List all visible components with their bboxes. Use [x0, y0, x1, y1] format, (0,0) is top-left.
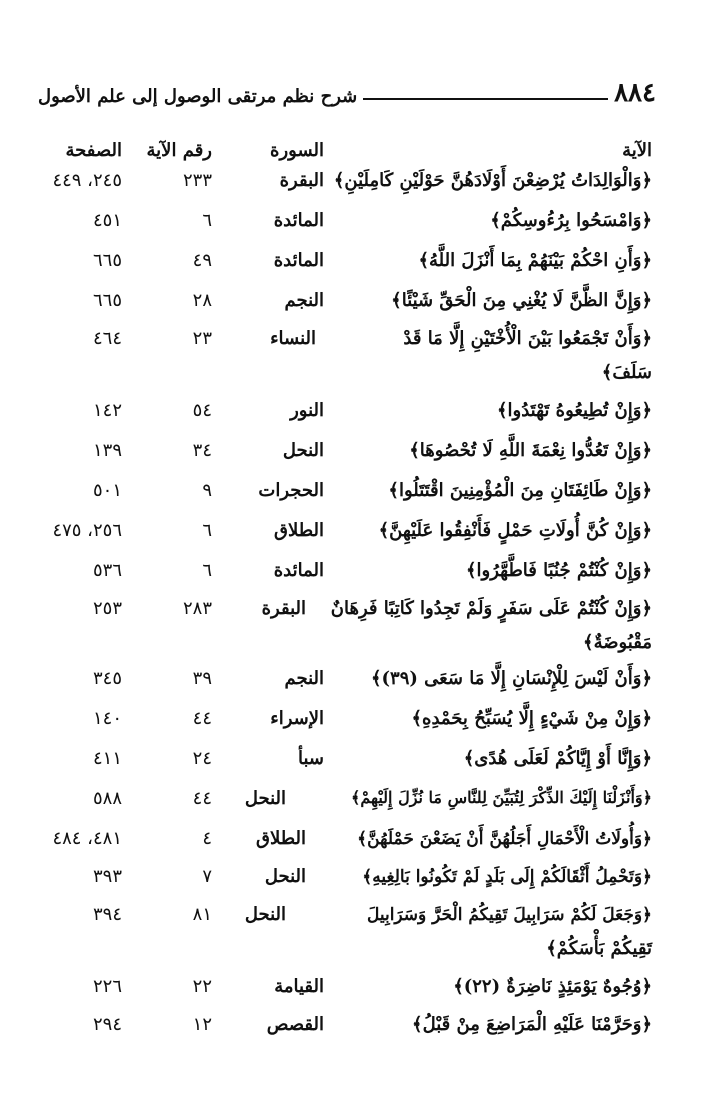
table-row [40, 976, 652, 1014]
verse-number: ٦ [202, 210, 212, 231]
verse-text: ﴿وَإِنْ طَائِفَتَانِ مِنَ الْمُؤْمِنِينَ اقْتَتَلُوا﴾ [388, 480, 652, 501]
page-refs: ٣٤٥ [92, 668, 122, 689]
verse-number: ١٢ [192, 1014, 212, 1035]
column-header-verse-number: رقم الآية [146, 140, 212, 161]
table-row [40, 480, 652, 520]
verse-text: ﴿وَإِنَّا أَوْ إِيَّاكُمْ لَعَلَى هُدًى﴾ [463, 748, 652, 769]
verse-text: ﴿وَحَرَّمْنَا عَلَيْهِ الْمَرَاضِعَ مِنْ قَبْلُ﴾ [412, 1014, 652, 1035]
table-row [40, 904, 652, 976]
page-refs: ٢٢٦ [92, 976, 122, 997]
verse-number: ٢٨ [192, 290, 212, 311]
book-title: شرح نظم مرتقى الوصول إلى علم الأصول [38, 86, 358, 107]
surah-name: النجم [284, 290, 324, 311]
page-refs: ٣٩٣ [92, 866, 122, 887]
surah-name: النحل [244, 788, 286, 809]
table-row [40, 708, 652, 748]
table-row [40, 560, 652, 598]
surah-name: الطلاق [274, 520, 324, 541]
column-header-surah: السورة [270, 140, 324, 161]
verse-text: ﴿وَإِنْ كُنْتُمْ عَلَى سَفَرٍ وَلَمْ تَجِدُوا كَاتِبًا فَرِهَانٌ [330, 598, 652, 619]
page-refs: ٤١١ [92, 748, 122, 769]
verse-text: ﴿وَجَعَلَ لَكُمْ سَرَابِيلَ تَقِيكُمُ الْحَرَّ وَسَرَابِيلَ [366, 905, 652, 925]
verse-number: ٣٩ [192, 668, 212, 689]
verse-number: ٢٤ [192, 748, 212, 769]
verse-index-table [40, 170, 652, 1054]
table-row [40, 1014, 652, 1054]
table-row [40, 668, 652, 708]
table-row [40, 788, 652, 828]
verse-text: ﴿وَأَنْ تَجْمَعُوا بَيْنَ الْأُخْتَيْنِ إِلَّا مَا قَدْ [403, 328, 652, 349]
table-row [40, 828, 652, 866]
verse-number: ٤٩ [192, 250, 212, 271]
surah-name: القصص [266, 1014, 324, 1035]
page-refs: ٤٦٤ [92, 328, 122, 349]
surah-name: النحل [244, 904, 286, 925]
surah-name: البقرة [261, 598, 306, 619]
surah-name: النحل [282, 440, 324, 461]
surah-name: الطلاق [256, 828, 306, 849]
verse-text: ﴿وَإِنْ كُنَّ أُولَاتِ حَمْلٍ فَأَنْفِقُوا عَلَيْهِنَّ﴾ [378, 520, 652, 541]
surah-name: النجم [284, 668, 324, 689]
column-headers [40, 140, 652, 168]
table-row [40, 598, 652, 668]
page-refs: ٥٨٨ [92, 788, 122, 809]
table-row [40, 170, 652, 210]
verse-text: ﴿وَالْوَالِدَاتُ يُرْضِعْنَ أَوْلَادَهُنَّ حَوْلَيْنِ كَامِلَيْنِ﴾ [333, 170, 652, 191]
verse-number: ٦ [202, 520, 212, 541]
page-refs: ٥٣٦ [92, 560, 122, 581]
verse-text: ﴿وَإِنَّ الظَّنَّ لَا يُغْنِي مِنَ الْحَقِّ شَيْئًا﴾ [391, 290, 652, 311]
verse-number: ٩ [202, 480, 212, 501]
verse-text: ﴿وَامْسَحُوا بِرُءُوسِكُمْ﴾ [490, 210, 652, 231]
table-row [40, 328, 652, 400]
verse-text: ﴿وَإِنْ كُنْتُمْ جُنُبًا فَاطَّهَّرُوا﴾ [465, 560, 652, 581]
surah-name: الإسراء [270, 708, 324, 729]
surah-name: المائدة [273, 210, 324, 231]
page-refs: ٣٩٤ [92, 904, 122, 925]
page-refs: ٤٥١ [92, 210, 122, 231]
page-refs: ١٣٩ [92, 440, 122, 461]
verse-number: ٢٨٣ [182, 598, 212, 619]
table-row [40, 250, 652, 290]
verse-number: ٣٤ [192, 440, 212, 461]
table-row [40, 866, 652, 904]
verse-number: ٥٤ [192, 400, 212, 421]
verse-number: ٢٢ [192, 976, 212, 997]
table-row [40, 290, 652, 328]
surah-name: النحل [264, 866, 306, 887]
verse-number: ٢٣ [192, 328, 212, 349]
verse-number: ٤٤ [192, 708, 212, 729]
table-row [40, 748, 652, 788]
verse-number: ٢٣٣ [182, 170, 212, 191]
surah-name: المائدة [273, 250, 324, 271]
verse-text: ﴿وَأَنْ لَيْسَ لِلْإِنْسَانِ إِلَّا مَا سَعَى (٣٩)﴾ [370, 668, 652, 689]
surah-name: المائدة [273, 560, 324, 581]
page-refs: ١٤٠ [92, 708, 122, 729]
verse-text-continued: مَقْبُوضَةٌ﴾ [583, 632, 652, 653]
verse-text-continued: سَلَفَ﴾ [601, 362, 652, 383]
table-row [40, 440, 652, 480]
page-refs: ٤٨١، ٤٨٤ [52, 828, 122, 849]
page-refs: ٥٠١ [92, 480, 122, 501]
column-header-page: الصفحة [65, 140, 122, 161]
header-rule [363, 98, 608, 100]
table-row [40, 210, 652, 250]
table-row [40, 400, 652, 440]
verse-number: ٧ [202, 866, 212, 887]
page-number: ٨٨٤ [614, 78, 656, 108]
page-refs: ٢٥٣ [92, 598, 122, 619]
surah-name: الحجرات [258, 480, 324, 501]
verse-text-continued: تَقِيكُمْ بَأْسَكُمْ﴾ [546, 938, 652, 959]
verse-text: ﴿وَإِنْ تُطِيعُوهُ تَهْتَدُوا﴾ [496, 400, 652, 421]
verse-text: ﴿وَأَنْزَلْنَا إِلَيْكَ الذِّكْرَ لِتُبَيِّنَ لِلنَّاسِ مَا نُزِّلَ إِلَيْهِمْ﴾ [350, 788, 652, 807]
page-refs: ٦٦٥ [92, 290, 122, 311]
page-refs: ٢٤٥، ٤٤٩ [52, 170, 122, 191]
surah-name: النساء [270, 328, 316, 349]
table-row [40, 520, 652, 560]
verse-text: ﴿وَتَحْمِلُ أَثْقَالَكُمْ إِلَى بَلَدٍ لَمْ تَكُونُوا بَالِغِيهِ﴾ [362, 867, 652, 887]
surah-name: القيامة [274, 976, 324, 997]
page-refs: ٦٦٥ [92, 250, 122, 271]
verse-number: ٤ [202, 828, 212, 849]
verse-text: ﴿وَأَنِ احْكُمْ بَيْنَهُمْ بِمَا أَنْزَلَ اللَّهُ﴾ [418, 250, 652, 271]
page-refs: ٢٩٤ [92, 1014, 122, 1035]
running-header [38, 80, 656, 106]
verse-text: ﴿وَأُولَاتُ الْأَحْمَالِ أَجَلُهُنَّ أَنْ يَضَعْنَ حَمْلَهُنَّ﴾ [357, 829, 652, 849]
surah-name: البقرة [279, 170, 324, 191]
verse-number: ٦ [202, 560, 212, 581]
verse-text: ﴿وُجُوهٌ يَوْمَئِذٍ نَاضِرَةٌ (٢٢)﴾ [453, 976, 652, 997]
column-header-verse: الآية [622, 140, 652, 161]
verse-number: ٨١ [192, 904, 212, 925]
page-refs: ٢٥٦، ٤٧٥ [52, 520, 122, 541]
surah-name: سبأ [298, 748, 324, 769]
verse-number: ٤٤ [192, 788, 212, 809]
surah-name: النور [290, 400, 324, 421]
page-refs: ١٤٢ [92, 400, 122, 421]
verse-text: ﴿وَإِنْ تَعُدُّوا نِعْمَةَ اللَّهِ لَا تُحْصُوهَا﴾ [409, 440, 652, 461]
verse-text: ﴿وَإِنْ مِنْ شَيْءٍ إِلَّا يُسَبِّحُ بِحَمْدِهِ﴾ [411, 708, 652, 729]
